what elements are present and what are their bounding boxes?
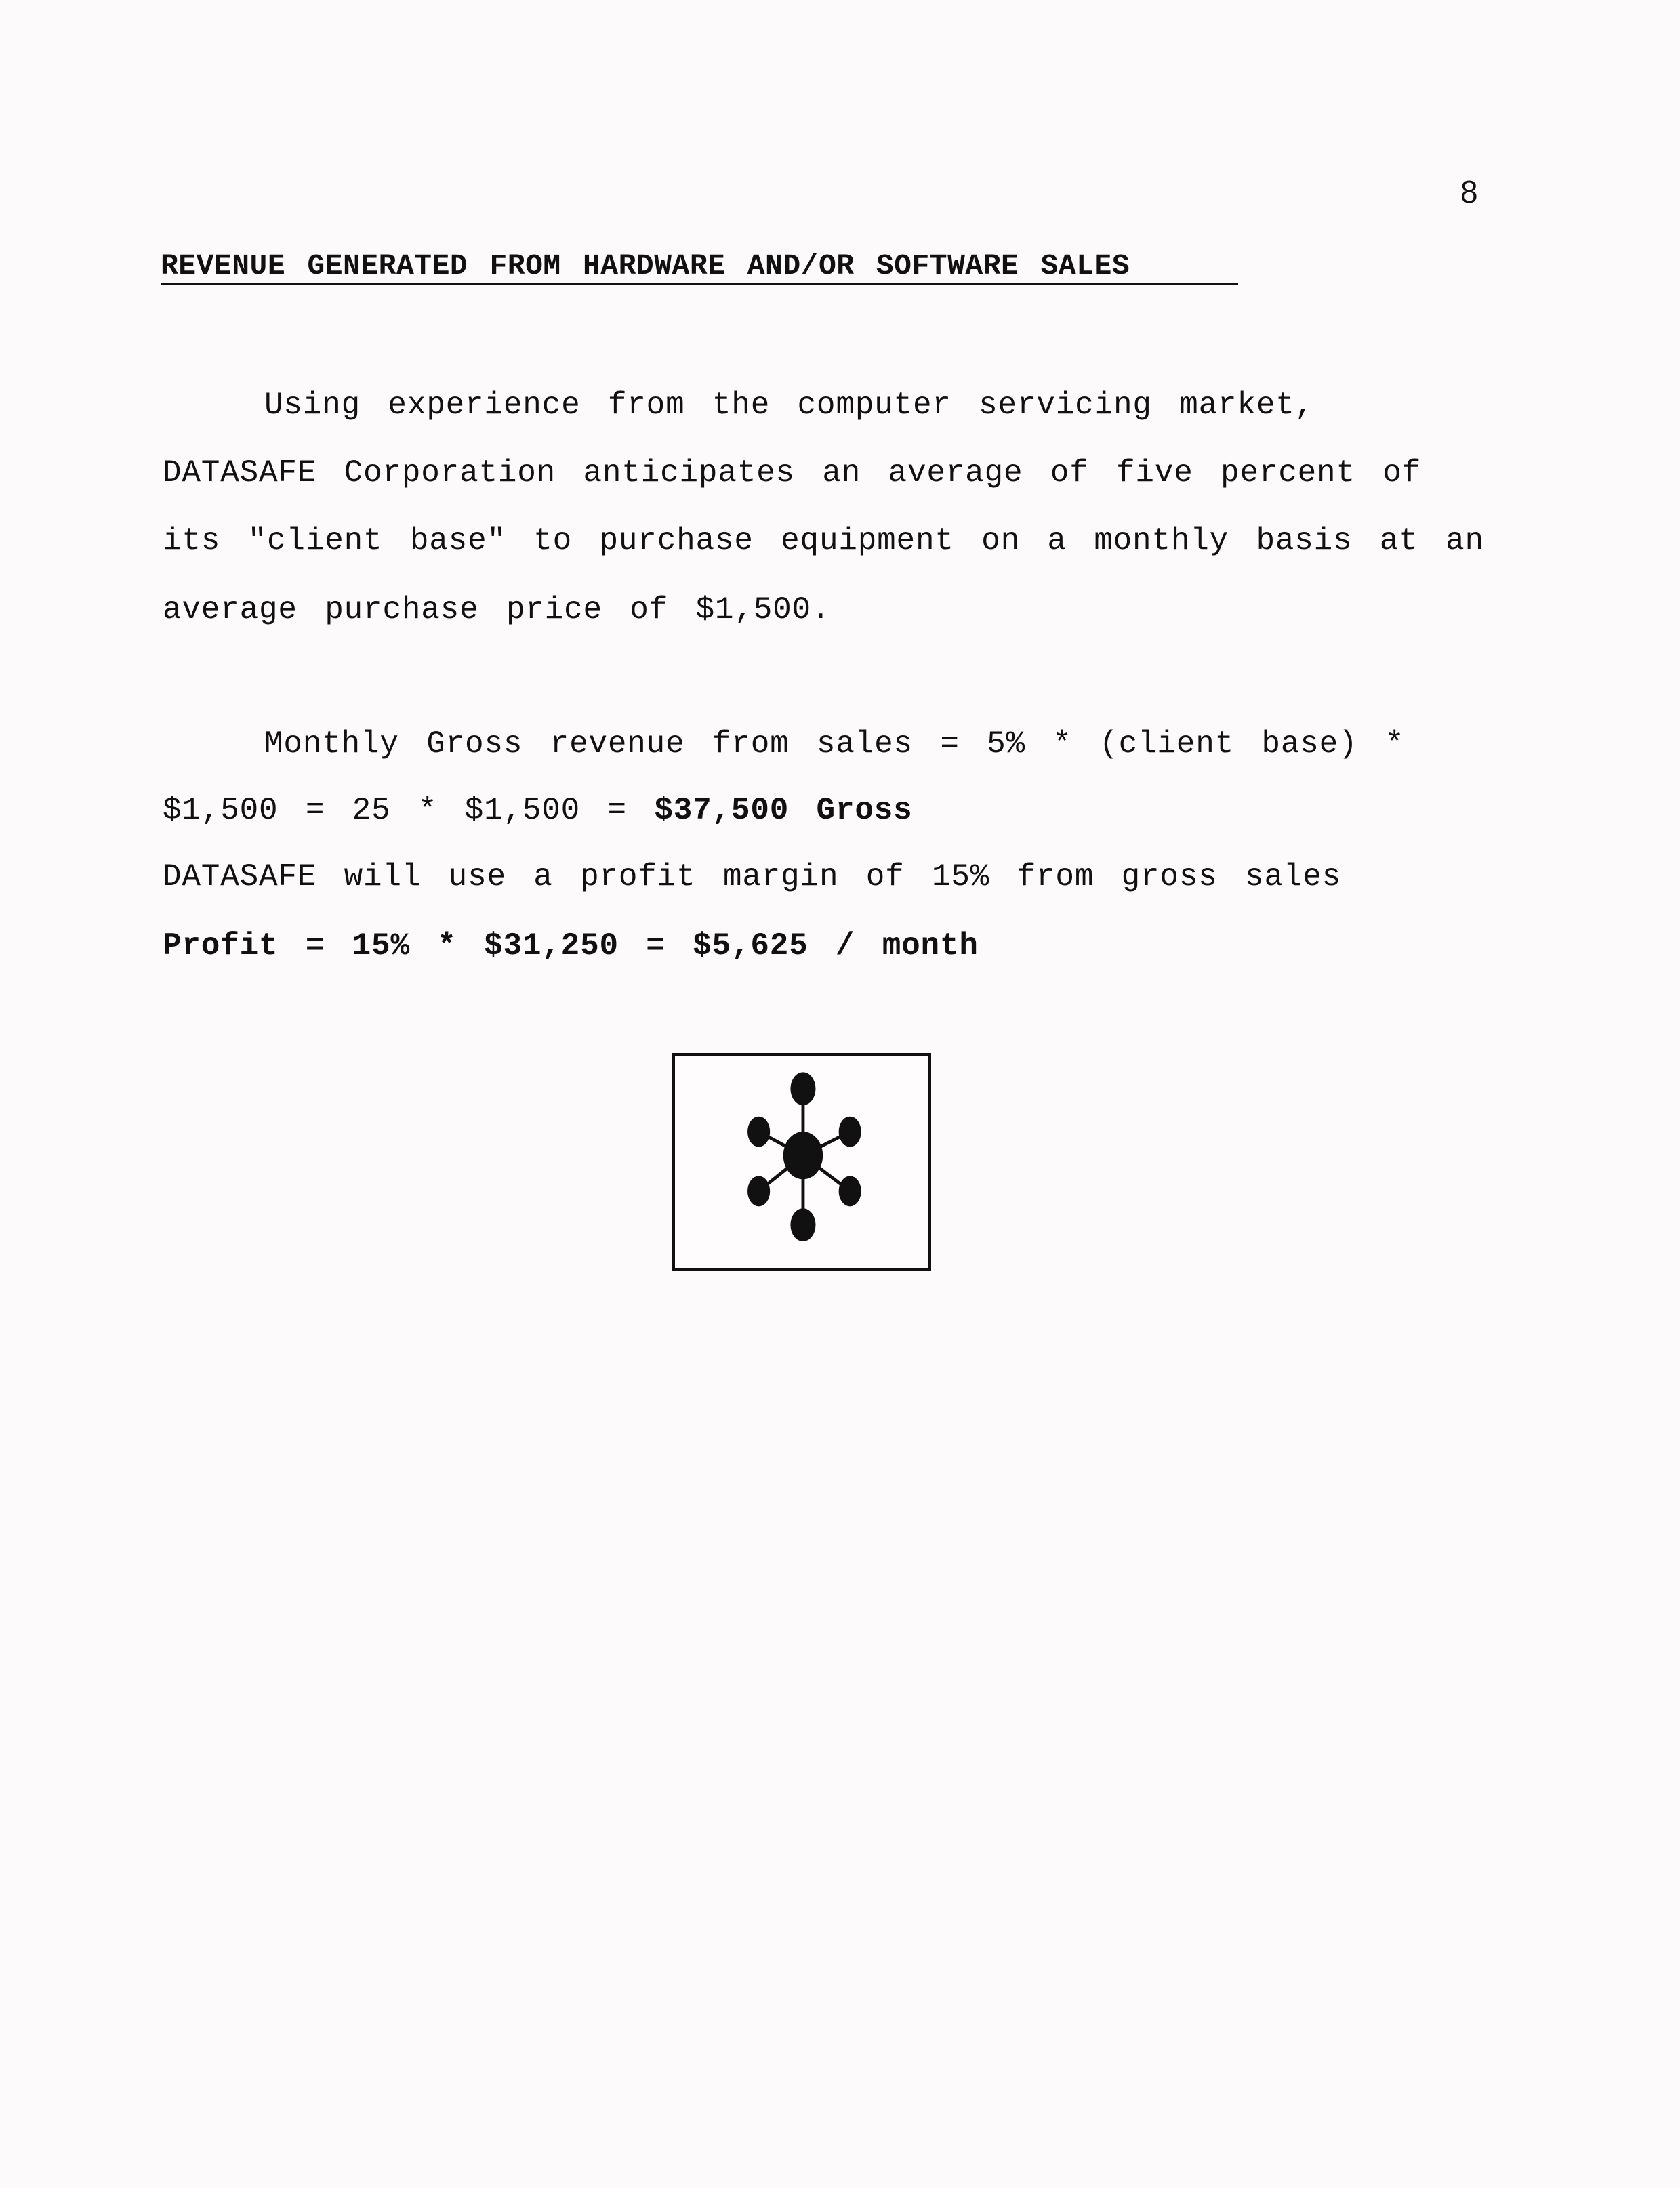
paragraph-line-3: its "client base" to purchase equipment on a monthly basis at an [163, 523, 1484, 558]
formula-line-3: DATASAFE will use a profit margin of 15% from gross sales [163, 859, 1342, 894]
gross-total: $37,500 Gross [654, 793, 913, 828]
network-emblem [672, 1053, 931, 1271]
section-heading: REVENUE GENERATED FROM HARDWARE AND/OR SOFTWARE SALES [161, 249, 1130, 283]
paragraph-line-4: average purchase price of $1,500. [163, 592, 831, 627]
formula-line-2 [163, 793, 913, 828]
formula-line-2-text: $1,500 = 25 * $1,500 = [163, 793, 655, 828]
heading-underline [161, 283, 1238, 285]
paragraph-line-2: DATASAFE Corporation anticipates an average of five percent of [163, 455, 1422, 491]
profit-line: Profit = 15% * $31,250 = $5,625 / month [163, 928, 979, 964]
paragraph-line-1: Using experience from the computer servicing market, [264, 388, 1315, 423]
page-number: 8 [1460, 174, 1478, 209]
formula-line-1: Monthly Gross revenue from sales = 5% * (client base) * [264, 726, 1405, 762]
network-hub-icon [675, 1056, 928, 1268]
